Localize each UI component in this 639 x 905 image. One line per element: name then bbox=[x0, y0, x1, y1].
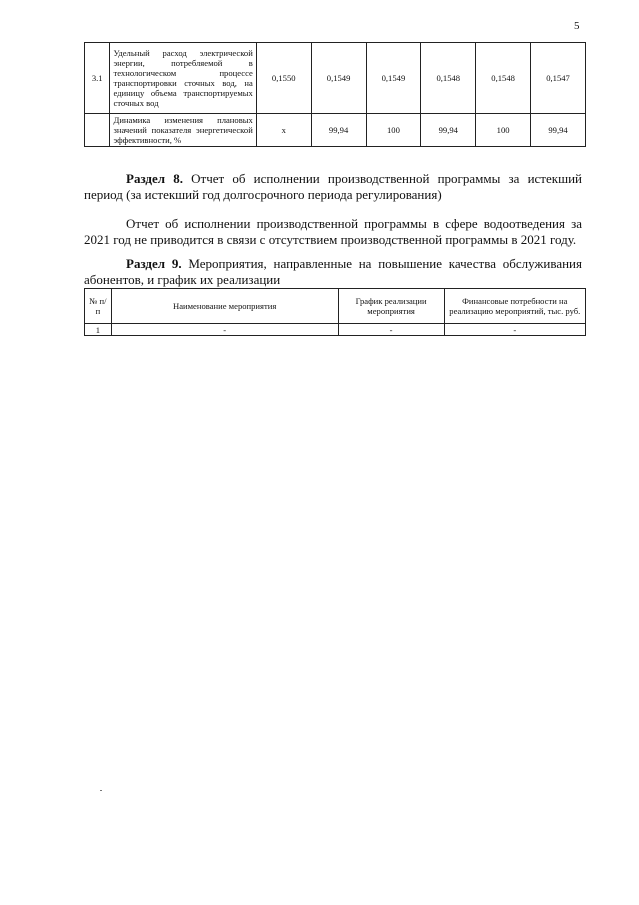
section-9-text: Мероприятия, направленные на повышение качества обслуживания абонентов, и график их реализации bbox=[84, 256, 582, 287]
indicator-name: Удельный расход электрической энергии, потребляемой в технологическом процессе транспортировки сточных вод, на единицу объема транспортируемых сточных вод bbox=[110, 43, 256, 114]
indicator-value: 0,1550 bbox=[256, 43, 311, 114]
header-number: № п/п bbox=[85, 289, 112, 324]
table-row bbox=[85, 114, 586, 147]
header-financing: Финансовые потребности на реализацию мероприятий, тыс. руб. bbox=[444, 289, 585, 324]
cell-event-name: - bbox=[111, 324, 338, 336]
indicator-value: х bbox=[256, 114, 311, 147]
section-8-label: Раздел 8. bbox=[126, 171, 183, 186]
table-row bbox=[85, 43, 586, 114]
header-event-name: Наименование мероприятия bbox=[111, 289, 338, 324]
indicator-value: 100 bbox=[366, 114, 421, 147]
indicator-value: 0,1548 bbox=[421, 43, 476, 114]
indicator-value: 0,1549 bbox=[311, 43, 366, 114]
row-number: 3.1 bbox=[85, 43, 110, 114]
cell-schedule: - bbox=[338, 324, 444, 336]
table-header-row bbox=[85, 289, 586, 324]
row-number bbox=[85, 114, 110, 147]
indicator-name: Динамика изменения плановых значений показателя энергетической эффективности, % bbox=[110, 114, 256, 147]
indicator-value: 99,94 bbox=[311, 114, 366, 147]
section-8-text: Отчет об исполнении производственной программы за истекший период (за истекший год долгосрочного периода регулирования) bbox=[84, 171, 582, 202]
indicator-value: 99,94 bbox=[421, 114, 476, 147]
indicator-value: 0,1547 bbox=[531, 43, 586, 114]
indicator-value: 0,1549 bbox=[366, 43, 421, 114]
scan-speck bbox=[100, 790, 102, 791]
section-9-label: Раздел 9. bbox=[126, 256, 182, 271]
section-9-heading bbox=[84, 256, 582, 288]
header-schedule: График реализации мероприятия bbox=[338, 289, 444, 324]
cell-financing: - bbox=[444, 324, 585, 336]
table-row bbox=[85, 324, 586, 336]
report-paragraph: Отчет об исполнении производственной программы в сфере водоотведения за 2021 год не приводится в связи с отсутствием производственной программы в 2021 году. bbox=[84, 216, 582, 247]
indicators-table bbox=[84, 42, 586, 147]
indicator-value: 0,1548 bbox=[476, 43, 531, 114]
page-number: 5 bbox=[574, 20, 580, 32]
indicator-value: 99,94 bbox=[531, 114, 586, 147]
events-table bbox=[84, 288, 586, 336]
indicator-value: 100 bbox=[476, 114, 531, 147]
cell-number: 1 bbox=[85, 324, 112, 336]
section-8-heading bbox=[84, 171, 582, 203]
